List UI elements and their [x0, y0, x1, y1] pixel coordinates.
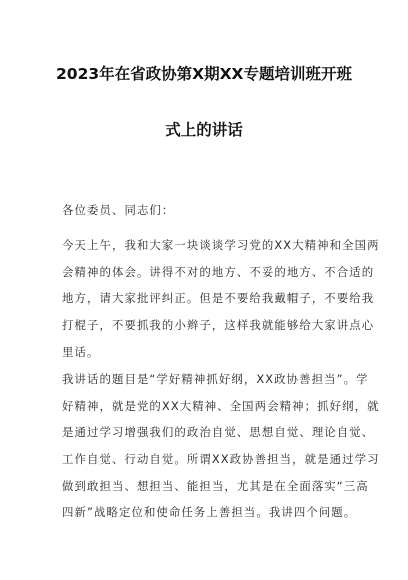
paragraph-line: 我讲话的题目是“学好精神抓好纲，XX政协善担当”。学 — [62, 372, 369, 386]
paragraph-1 — [62, 232, 380, 365]
paragraph-line: 工作自觉、行动自觉。所谓XX政协善担当，就是通过学习 — [62, 452, 380, 467]
salutation: 各位委员、同志们： — [62, 203, 175, 217]
paragraph-line: 是通过学习增强我们的政治自觉、思想自觉、理论自觉、 — [62, 425, 375, 440]
paragraph-line: 做到敢担当、想担当、能担当，尤其是在全面落实“三高 — [62, 478, 369, 493]
paragraph-line: 今天上午，我和大家一块谈谈学习党的XX大精神和全国两 — [62, 238, 380, 252]
paragraph-line: 四新”战略定位和使命任务上善担当。我讲四个问题。 — [62, 505, 357, 520]
document-title-line-2: 式上的讲话 — [165, 121, 243, 139]
paragraph-line: 好精神，就是党的XX大精神、全国两会精神；抓好纲，就 — [62, 398, 380, 413]
paragraph-line: 打棍子，不要抓我的小辫子，这样我就能够给大家讲点心 — [62, 318, 375, 333]
paragraph-line: 里话。 — [62, 344, 100, 359]
paragraph-2 — [62, 366, 380, 526]
paragraph-line: 会精神的体会。讲得不对的地方、不妥的地方、不合适的 — [62, 264, 375, 279]
paragraph-line: 地方，请大家批评纠正。但是不要给我戴帽子，不要给我 — [62, 291, 375, 306]
document-title-line-1: 2023年在省政协第X期XX专题培训班开班 — [56, 65, 352, 83]
